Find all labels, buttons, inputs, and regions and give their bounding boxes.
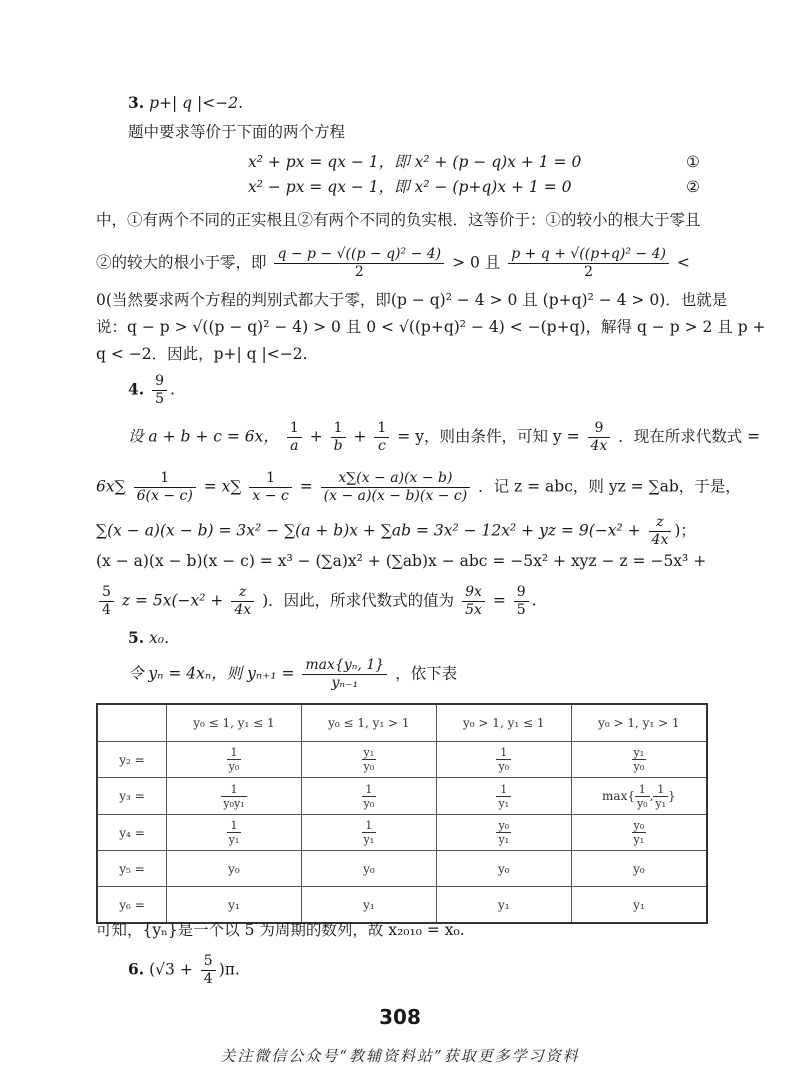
max-comma: , (649, 788, 654, 803)
problem-6-answer: 6. (√3 + $\frac{5}{4}$ )π. (128, 953, 240, 987)
fraction: $\frac{9}{5}$ (514, 584, 529, 619)
table-cell (436, 851, 571, 887)
problem-3-intro: 题中要求等价于下面的两个方程 (128, 123, 346, 141)
fraction: $\frac{9}{4x}$ (588, 420, 611, 455)
denominator: y₁ (655, 796, 667, 810)
table-cell (571, 815, 707, 851)
problem-3-text-line-2: ②的较大的根小于零，即 $\frac{\text{q − p − √((p − q)² − 4)}}{2}$ > 0 且 $\frac{\text{p + q + √((p+q)² − 4)}}{2}$ < (96, 246, 690, 280)
equation-1: x² + px = qx − 1，即 x² + (p − q)x + 1 = 0 ① (248, 153, 700, 171)
table-cell (301, 887, 436, 924)
problem-4-line-2: 6x∑ $\frac{1}{6(x - c)}$ = x∑ $\frac{1}{x - c}$ = $\frac{x\sum(x - a)(x - b)}{(x - a)(x - b)(x - c)}$ ．记 z = abc，则 yz = ∑ab，于是， (96, 470, 741, 504)
fraction: $\frac{1}{a}$ (287, 420, 302, 455)
denominator: y₀ (636, 796, 648, 810)
fraction: $\frac{x\sum(x - a)(x - b)}{(x - a)(x - b)(x - c)}$ (321, 470, 471, 505)
cell-value: y₁ (228, 897, 240, 912)
row-label: y₆ = (97, 887, 167, 924)
table-cell (301, 742, 436, 778)
table-header-cell: y₀ ≤ 1, y₁ > 1 (301, 704, 436, 742)
fraction (496, 746, 511, 773)
table-cell (436, 887, 571, 924)
numerator: 1 (653, 783, 668, 797)
denominator: y₀ (498, 760, 510, 773)
cell-value: y₀ (363, 861, 375, 876)
table-header-cell: y₀ ≤ 1, y₁ ≤ 1 (167, 704, 302, 742)
problem-3-text-line-3: 0(当然要求两个方程的判别式都大于零，即(p − q)² − 4 > 0 且 (p+q)² − 4 > 0)．也就是 (96, 291, 728, 309)
numerator: y₀ (498, 819, 510, 832)
numerator: y₁ (633, 746, 645, 759)
denominator: y₁ (228, 833, 240, 846)
denominator: y₀ (228, 760, 240, 773)
fraction (632, 746, 647, 773)
equation-2: x² − px = qx − 1，即 x² − (p+q)x + 1 = 0 ② (248, 178, 700, 196)
cell-value: y₁ (633, 897, 645, 912)
equation-2-number: ② (686, 178, 700, 196)
problem-3-answer: 3. p+| q |<−2. (128, 93, 244, 112)
table-cell (301, 778, 436, 815)
problem-4-line-3: ∑(x − a)(x − b) = 3x² − ∑(a + b)x + ∑ab = 3x² − 12x² + yz = 9(−x² + $\frac{z}{4x}$ )； (96, 514, 696, 548)
numerator: 1 (362, 819, 377, 833)
numerator: y₀ (633, 819, 645, 832)
numerator: 1 (221, 783, 246, 797)
denominator: y₀ (633, 760, 645, 773)
fraction (362, 819, 377, 846)
fraction (227, 819, 242, 846)
table-cell (301, 851, 436, 887)
fraction (221, 783, 246, 810)
table-cell (571, 742, 707, 778)
numerator: 1 (635, 783, 650, 797)
problem-3-text-line-1: 中，①有两个不同的正实根且②有两个不同的负实根．这等价于：①的较小的根大于零且 (96, 211, 701, 229)
fraction (496, 783, 511, 810)
fraction: $\frac{\text{q − p − √((p − q)² − 4)}}{2}$ (274, 246, 444, 281)
fraction: $\frac{9}{5}$ (152, 373, 167, 408)
table-cell (436, 742, 571, 778)
problem-5-conclusion: 可知，{yₙ}是一个以 5 为周期的数列，故 x₂₀₁₀ = x₀. (96, 921, 465, 939)
table-row (97, 778, 707, 815)
problem-5-answer: 5. x₀. (128, 628, 170, 647)
fraction: $\frac{1}{b}$ (331, 420, 346, 455)
fraction: $\frac{z}{4x}$ (649, 514, 672, 549)
table-cell (571, 851, 707, 887)
table-header-cell: y₀ > 1, y₁ ≤ 1 (436, 704, 571, 742)
cell-value: y₁ (497, 897, 510, 912)
problem-5-line-1: 令 yₙ = 4xₙ，则 yₙ₊₁ = $\frac{\text{max\{yₙ, 1\}}}{\text{yₙ₋₁}}$ ，依下表 (128, 657, 458, 691)
numerator: y₁ (363, 746, 375, 759)
table-row (97, 815, 707, 851)
table-header-cell: y₀ > 1, y₁ > 1 (571, 704, 707, 742)
numerator: 1 (227, 819, 242, 833)
fraction (653, 783, 668, 810)
fraction: $\frac{5}{4}$ (99, 584, 114, 619)
cell-value: y₀ (633, 861, 645, 876)
problem-3-text-line-4: 说：q − p > √((p − q)² − 4) > 0 且 0 < √((p+q)² − 4) < −(p+q)，解得 q − p > 2 且 p + (96, 318, 766, 336)
denominator: y₁ (498, 796, 510, 810)
equation-1-number: ① (686, 153, 700, 171)
fraction (362, 746, 377, 773)
denominator: y₀ (363, 760, 375, 773)
table-cell (571, 887, 707, 924)
numerator: 1 (227, 746, 242, 760)
table-cell (167, 887, 302, 924)
table-cell (167, 778, 302, 815)
problem-3-text-line-5: q < −2．因此，p+| q |<−2. (96, 345, 308, 363)
fraction: $\frac{1}{x - c}$ (249, 470, 291, 505)
page-number: 308 (379, 1005, 421, 1029)
table-row (97, 742, 707, 778)
row-label: y₅ = (97, 851, 167, 887)
problem-4-line-4: (x − a)(x − b)(x − c) = x³ − (∑a)x² + (∑ab)x − abc = −5x² + xyz − z = −5x³ + (96, 552, 707, 570)
table-row (97, 887, 707, 924)
table-cell (571, 778, 707, 815)
cell-value: y₁ (363, 897, 375, 912)
fraction: $\frac{1}{c}$ (374, 420, 389, 455)
numerator: 1 (496, 746, 511, 760)
table-cell (167, 851, 302, 887)
denominator: y₀ (363, 796, 375, 810)
fraction: $\frac{1}{6(x - c)}$ (134, 470, 196, 505)
row-label: y₂ = (97, 742, 167, 778)
table-header-cell (97, 704, 167, 742)
table-cell (301, 815, 436, 851)
denominator: y₁ (363, 833, 375, 846)
numerator: 1 (362, 783, 377, 797)
row-label: y₄ = (97, 815, 167, 851)
table-cell (167, 815, 302, 851)
fraction (227, 746, 242, 773)
fraction: $\frac{9x}{5x}$ (462, 584, 485, 619)
fraction: $\frac{\text{max\{yₙ, 1\}}}{\text{yₙ₋₁}}$ (302, 657, 387, 692)
fraction (635, 783, 650, 810)
table-cell (436, 815, 571, 851)
cell-value: y₀ (228, 861, 240, 876)
denominator: y₀y₁ (223, 796, 245, 810)
sequence-table (96, 703, 708, 924)
footer-note: 关注微信公众号“教辅资料站”获取更多学习资料 (220, 1047, 580, 1065)
table-cell (167, 742, 302, 778)
problem-4-line-5: $\frac{5}{4}$ z = 5x(−x² + $\frac{z}{4x}$ )．因此，所求代数式的值为 $\frac{9x}{5x}$ = $\frac{9}{5}$ . (96, 584, 537, 619)
table-row (97, 851, 707, 887)
max-prefix: max{ (602, 788, 635, 803)
fraction: $\frac{\text{p + q + √((p+q)² − 4)}}{2}$ (508, 246, 669, 281)
max-suffix: } (668, 788, 676, 803)
fraction: $\frac{5}{4}$ (201, 953, 216, 988)
cell-value: y₀ (497, 861, 510, 876)
fraction (496, 819, 511, 846)
denominator: y₁ (633, 833, 645, 846)
table-header-row (97, 704, 707, 742)
denominator: y₁ (498, 833, 510, 846)
row-label: y₃ = (97, 778, 167, 815)
fraction: $\frac{z}{4x}$ (231, 584, 254, 619)
fraction (632, 819, 647, 846)
table-cell (436, 778, 571, 815)
fraction (362, 783, 377, 810)
problem-4-line-1: 设 a + b + c = 6x， $\frac{1}{a}$ + $\frac{1}{b}$ + $\frac{1}{c}$ = y，则由条件，可知 y = $\frac{9}{4x}$ ．现在所求代数式 = (128, 420, 761, 454)
problem-4-answer: 4. $\frac{9}{5}$ . (128, 373, 175, 407)
numerator: 1 (496, 783, 511, 797)
